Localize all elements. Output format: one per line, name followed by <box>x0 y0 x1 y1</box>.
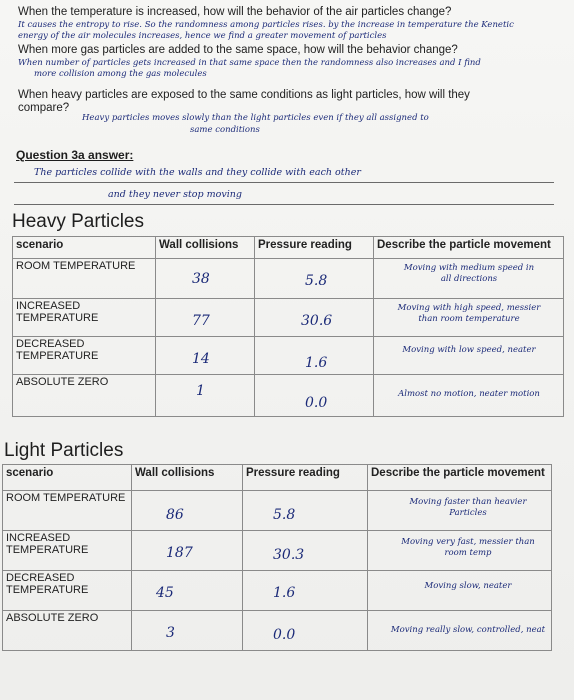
wall-collisions-value: 77 <box>192 313 210 329</box>
scenario-label: ABSOLUTE ZERO <box>16 376 109 388</box>
movement-description: Moving with low speed, neater <box>402 345 536 355</box>
answer-heavy-light-line1: Heavy particles moves slowly than the light particles even if they all assigned to <box>82 113 429 123</box>
scenario-label: INCREASED TEMPERATURE <box>16 300 99 324</box>
question-more-particles: When more gas particles are added to the same space, how will the behavior change? <box>18 44 458 56</box>
wall-collisions-value: 38 <box>192 271 210 287</box>
light-particles-title: Light Particles <box>4 440 124 461</box>
light-particles-table <box>2 464 552 651</box>
header-scenario: scenario <box>3 465 132 491</box>
answer-temperature-line2: energy of the air molecules increases, hence we find a greater movement of particles <box>18 31 387 41</box>
header-wall-collisions: Wall collisions <box>156 237 255 259</box>
table-row <box>13 259 564 299</box>
question-heavy-light: When heavy particles are exposed to the same conditions as light particles, how will they compare? <box>18 89 470 114</box>
header-describe-movement: Describe the particle movement <box>368 465 552 491</box>
pressure-value: 0.0 <box>273 627 296 643</box>
wall-collisions-value: 86 <box>166 507 184 523</box>
q3a-answer-line2: and they never stop moving <box>108 189 242 200</box>
header-pressure-reading: Pressure reading <box>243 465 368 491</box>
header-pressure-reading: Pressure reading <box>255 237 374 259</box>
pressure-value: 1.6 <box>305 355 328 371</box>
pressure-value: 30.6 <box>301 313 333 329</box>
movement-description: Moving slow, neater <box>424 581 512 591</box>
scenario-label: INCREASED TEMPERATURE <box>6 532 89 556</box>
scenario-label: ROOM TEMPERATURE <box>16 260 136 272</box>
pressure-value: 5.8 <box>273 507 296 523</box>
scenario-label: ABSOLUTE ZERO <box>6 612 99 624</box>
answer-rule-2 <box>14 204 554 205</box>
movement-description: Moving very fast, messier than room temp <box>401 537 535 558</box>
scenario-label: DECREASED TEMPERATURE <box>16 338 99 362</box>
table-row <box>3 531 552 571</box>
question-temperature: When the temperature is increased, how will the behavior of the air particles change? <box>18 6 452 18</box>
scenario-label: DECREASED TEMPERATURE <box>6 572 89 596</box>
wall-collisions-value: 14 <box>192 351 210 367</box>
pressure-value: 0.0 <box>305 395 328 411</box>
movement-description: Moving faster than heavier Particles <box>409 497 527 518</box>
wall-collisions-value: 3 <box>166 625 175 641</box>
scenario-label: ROOM TEMPERATURE <box>6 492 126 504</box>
answer-more-particles-line2: more collision among the gas molecules <box>34 69 207 79</box>
table-row <box>3 611 552 651</box>
wall-collisions-value: 45 <box>156 585 174 601</box>
table-row <box>13 375 564 417</box>
movement-description: Moving with high speed, messier than room temperature <box>397 303 541 324</box>
question-3a-label: Question 3a answer: <box>16 148 134 162</box>
wall-collisions-value: 1 <box>196 383 205 399</box>
wall-collisions-value: 187 <box>166 545 193 561</box>
header-wall-collisions: Wall collisions <box>132 465 243 491</box>
table-row <box>13 337 564 375</box>
movement-description: Almost no motion, neater motion <box>398 389 540 399</box>
heavy-particles-table <box>12 236 564 417</box>
pressure-value: 30.3 <box>273 547 305 563</box>
answer-more-particles-line1: When number of particles gets increased in that same space then the randomness also increases and I find <box>18 58 481 68</box>
header-describe-movement: Describe the particle movement <box>374 237 564 259</box>
answer-heavy-light-line2: same conditions <box>190 125 260 135</box>
movement-description: Moving really slow, controlled, neat <box>390 625 546 635</box>
pressure-value: 1.6 <box>273 585 296 601</box>
heavy-particles-title: Heavy Particles <box>12 211 144 232</box>
q3a-answer-line1: The particles collide with the walls and they collide with each other <box>34 167 361 178</box>
table-row <box>3 571 552 611</box>
pressure-value: 5.8 <box>305 273 328 289</box>
movement-description: Moving with medium speed in all directions <box>403 263 535 284</box>
answer-rule-1 <box>14 182 554 183</box>
header-scenario: scenario <box>13 237 156 259</box>
table-row <box>3 491 552 531</box>
table-row <box>13 299 564 337</box>
answer-temperature-line1: It causes the entropy to rise. So the randomness among particles rises. by the increase in temperature the Kenetic <box>18 20 514 30</box>
